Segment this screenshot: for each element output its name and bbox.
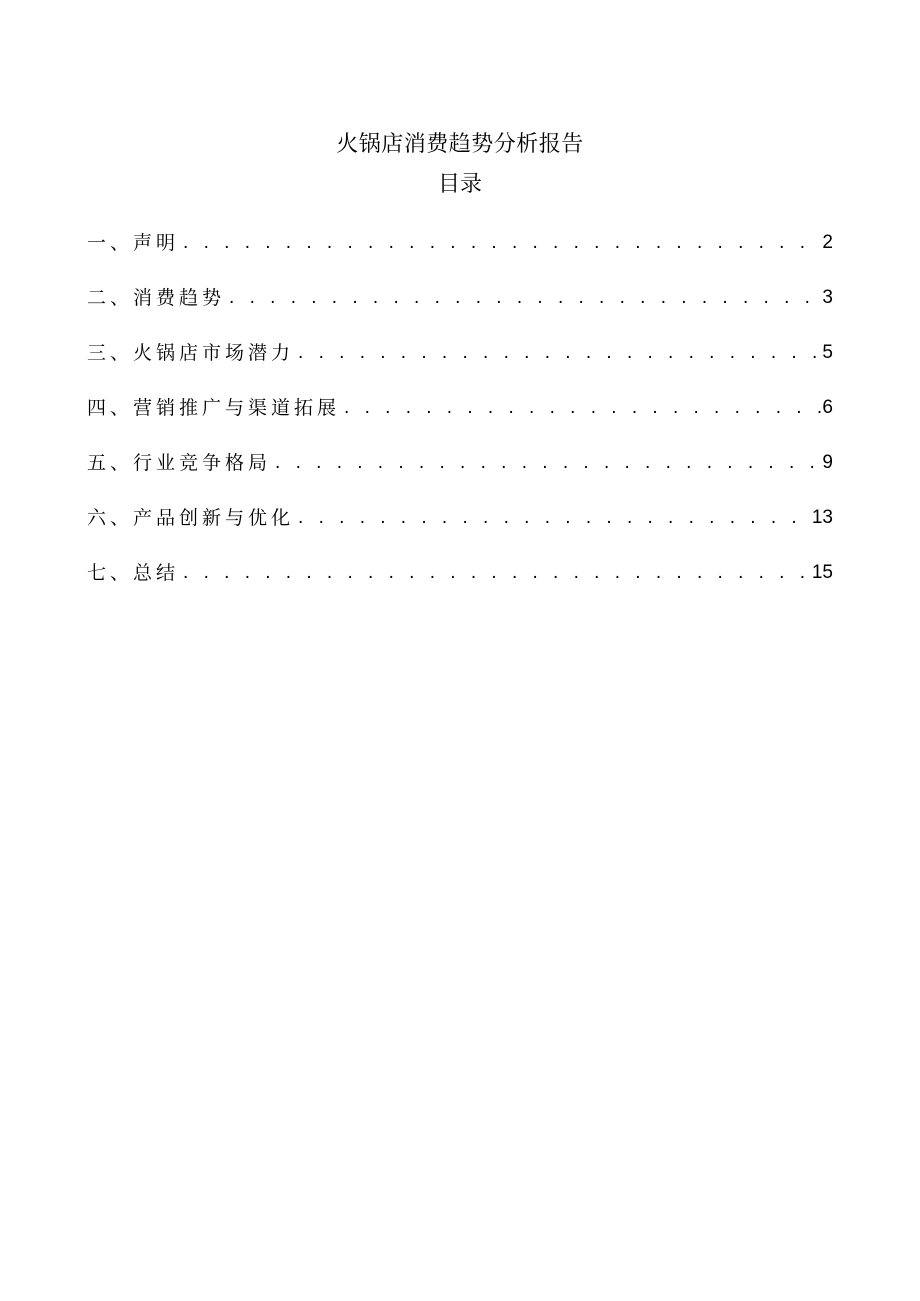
toc-entry-page-number: 15 (811, 562, 833, 583)
toc-dot-leader (294, 336, 822, 370)
toc-entry-label: 二、消费趋势 (87, 287, 226, 309)
toc-dot-leader (179, 226, 822, 260)
toc-entry-page-number: 6 (822, 397, 833, 418)
toc-entry-page-number: 13 (811, 507, 833, 528)
toc-entry-4[interactable] (87, 391, 833, 446)
toc-entry-7[interactable] (87, 556, 833, 611)
toc-entry-2[interactable] (87, 281, 833, 336)
toc-dot-leader (340, 391, 822, 425)
toc-entry-page-number: 3 (822, 287, 833, 308)
toc-entry-1[interactable] (87, 226, 833, 281)
toc-dot-leader (225, 281, 822, 315)
toc-entry-label: 五、行业竞争格局 (87, 452, 272, 474)
document-title: 火锅店消费趋势分析报告 (336, 132, 584, 157)
toc-entry-5[interactable] (87, 446, 833, 501)
toc-entry-label: 四、营销推广与渠道拓展 (87, 397, 341, 419)
toc-dot-leader (294, 501, 812, 535)
toc-dot-leader (271, 446, 822, 480)
toc-entry-label: 六、产品创新与优化 (87, 507, 295, 529)
toc-entry-page-number: 2 (822, 232, 833, 253)
toc-entry-label: 三、火锅店市场潜力 (87, 342, 295, 364)
toc-entry-page-number: 5 (822, 342, 833, 363)
toc-entry-6[interactable] (87, 501, 833, 556)
toc-entry-label: 一、声明 (87, 232, 180, 254)
toc-entry-3[interactable] (87, 336, 833, 391)
toc-dot-leader (179, 556, 812, 590)
table-of-contents (87, 226, 833, 611)
toc-heading: 目录 (437, 172, 482, 197)
toc-entry-label: 七、总结 (87, 562, 180, 584)
toc-entry-page-number: 9 (822, 452, 833, 473)
